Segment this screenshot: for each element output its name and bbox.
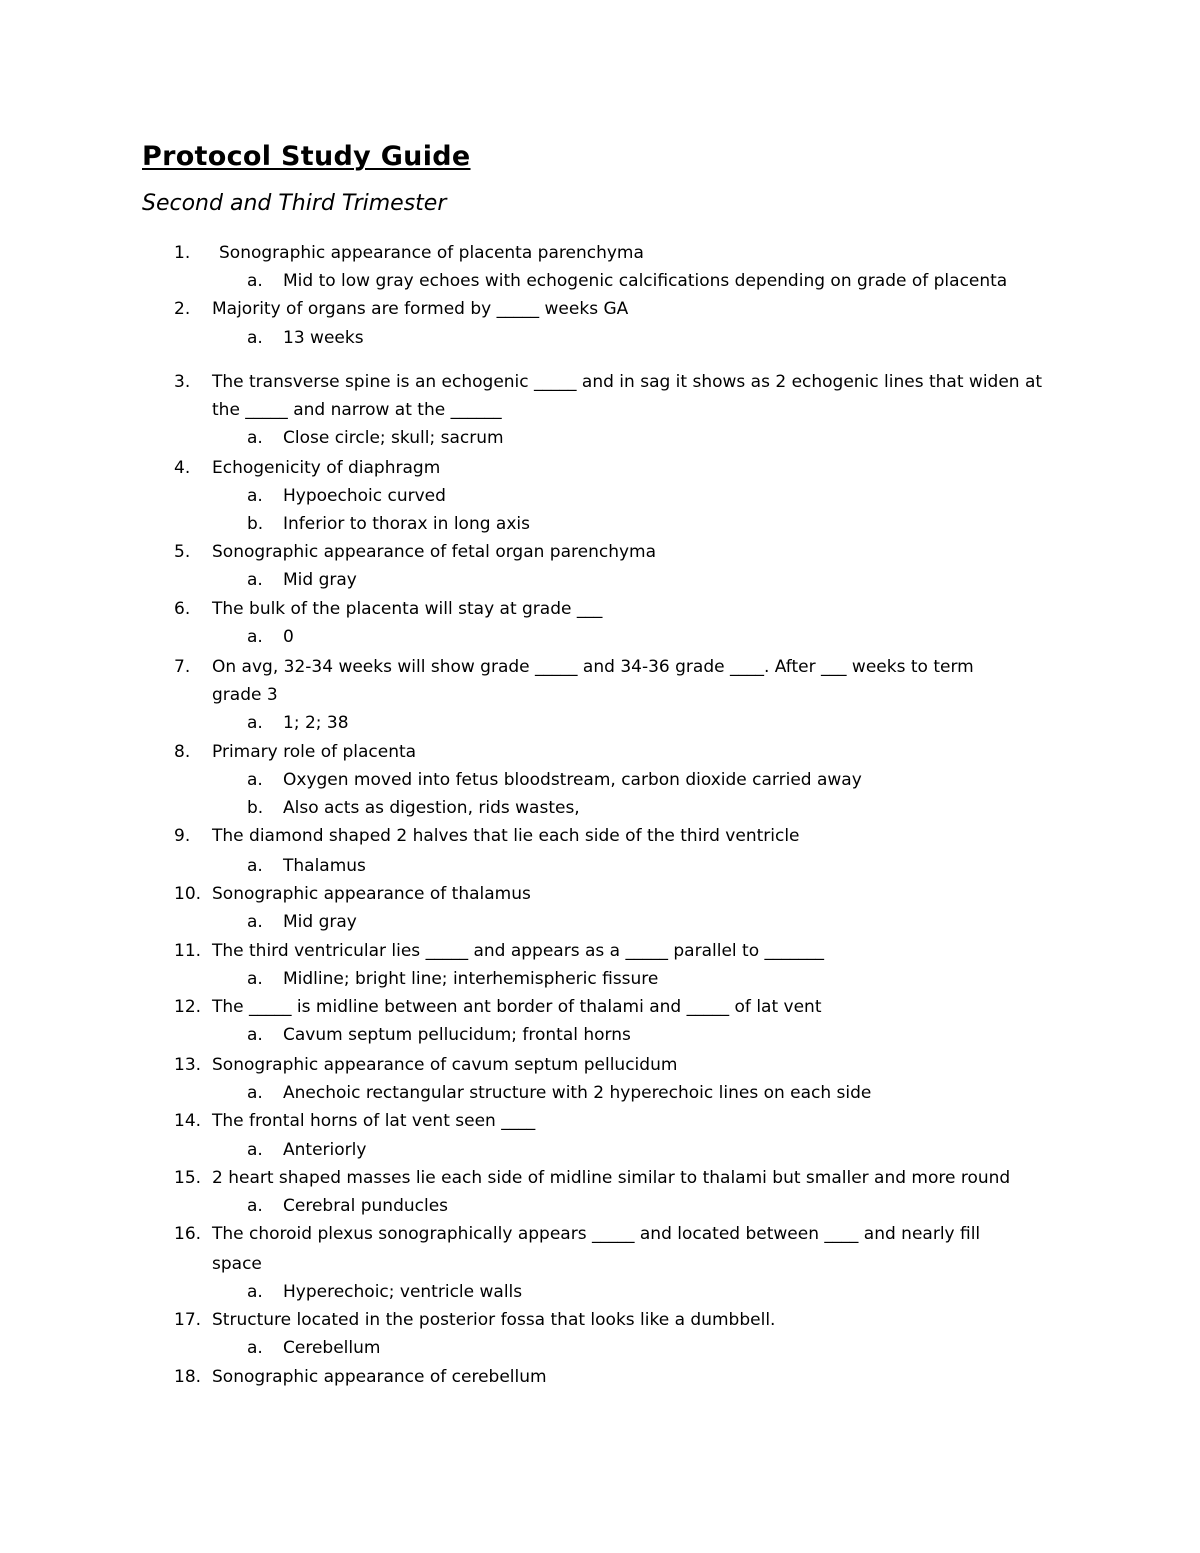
answer-text: Mid gray <box>283 570 357 590</box>
question-number: 5. <box>174 542 191 562</box>
question-number: 7. <box>174 657 191 677</box>
question-text: space <box>212 1254 262 1274</box>
answer-label: a. <box>247 428 263 448</box>
question-text: 2 heart shaped masses lie each side of midline similar to thalami but smaller and more round <box>212 1168 1011 1188</box>
answer-label: b. <box>247 798 264 818</box>
question-number: 8. <box>174 742 191 762</box>
question-number: 2. <box>174 299 191 319</box>
question-number: 13. <box>174 1055 202 1075</box>
answer-label: a. <box>247 1282 263 1302</box>
answer-text: Anechoic rectangular structure with 2 hyperechoic lines on each side <box>283 1083 872 1103</box>
page-title: Protocol Study Guide <box>142 141 471 172</box>
answer-label: a. <box>247 627 263 647</box>
question-number: 10. <box>174 884 202 904</box>
question-number: 16. <box>174 1224 202 1244</box>
question-text: The frontal horns of lat vent seen ____ <box>212 1111 536 1131</box>
question-number: 18. <box>174 1367 202 1387</box>
question-text: Sonographic appearance of thalamus <box>212 884 531 904</box>
answer-label: a. <box>247 486 263 506</box>
question-text: The choroid plexus sonographically appears _____ and located between ____ and nearly fill <box>212 1224 981 1244</box>
answer-label: a. <box>247 1025 263 1045</box>
question-number: 14. <box>174 1111 202 1131</box>
question-number: 3. <box>174 372 191 392</box>
answer-text: Hyperechoic; ventricle walls <box>283 1282 523 1302</box>
answer-text: 13 weeks <box>283 328 364 348</box>
question-text: Echogenicity of diaphragm <box>212 458 441 478</box>
answer-text: 1; 2; 38 <box>283 713 349 733</box>
question-text: The _____ is midline between ant border of thalami and _____ of lat vent <box>212 997 822 1017</box>
answer-label: a. <box>247 328 263 348</box>
question-text: The transverse spine is an echogenic _____ and in sag it shows as 2 echogenic lines that widen at <box>212 372 1043 392</box>
question-text: Structure located in the posterior fossa that looks like a dumbbell. <box>212 1310 776 1330</box>
answer-text: Hypoechoic curved <box>283 486 446 506</box>
question-text: The third ventricular lies _____ and appears as a _____ parallel to _______ <box>212 941 824 961</box>
answer-label: a. <box>247 570 263 590</box>
answer-text: Midline; bright line; interhemispheric fissure <box>283 969 659 989</box>
answer-text: 0 <box>283 627 294 647</box>
question-text: Majority of organs are formed by _____ weeks GA <box>212 299 629 319</box>
page-subtitle: Second and Third Trimester <box>142 191 447 216</box>
question-number: 12. <box>174 997 202 1017</box>
answer-label: a. <box>247 1083 263 1103</box>
question-number: 4. <box>174 458 191 478</box>
answer-text: Cerebellum <box>283 1338 381 1358</box>
question-number: 9. <box>174 826 191 846</box>
answer-text: Anteriorly <box>283 1140 367 1160</box>
question-text: the _____ and narrow at the ______ <box>212 400 502 420</box>
question-text: Sonographic appearance of cavum septum pellucidum <box>212 1055 678 1075</box>
answer-label: b. <box>247 514 264 534</box>
question-text: Sonographic appearance of placenta parenchyma <box>219 243 644 263</box>
question-text: The diamond shaped 2 halves that lie each side of the third ventricle <box>212 826 800 846</box>
question-text: grade 3 <box>212 685 278 705</box>
question-number: 17. <box>174 1310 202 1330</box>
question-text: Primary role of placenta <box>212 742 417 762</box>
question-text: The bulk of the placenta will stay at grade ___ <box>212 599 603 619</box>
answer-text: Inferior to thorax in long axis <box>283 514 530 534</box>
answer-label: a. <box>247 770 263 790</box>
answer-text: Oxygen moved into fetus bloodstream, carbon dioxide carried away <box>283 770 862 790</box>
answer-label: a. <box>247 912 263 932</box>
answer-text: Also acts as digestion, rids wastes, <box>283 798 580 818</box>
question-number: 6. <box>174 599 191 619</box>
answer-text: Mid gray <box>283 912 357 932</box>
question-text: Sonographic appearance of cerebellum <box>212 1367 547 1387</box>
answer-text: Close circle; skull; sacrum <box>283 428 504 448</box>
answer-label: a. <box>247 1140 263 1160</box>
answer-text: Cerebral punducles <box>283 1196 449 1216</box>
question-number: 11. <box>174 941 202 961</box>
question-text: On avg, 32-34 weeks will show grade _____ and 34-36 grade ____. After ___ weeks to term <box>212 657 974 677</box>
answer-label: a. <box>247 969 263 989</box>
answer-label: a. <box>247 1196 263 1216</box>
answer-text: Mid to low gray echoes with echogenic calcifications depending on grade of placenta <box>283 271 1008 291</box>
answer-label: a. <box>247 856 263 876</box>
answer-text: Cavum septum pellucidum; frontal horns <box>283 1025 631 1045</box>
question-text: Sonographic appearance of fetal organ parenchyma <box>212 542 657 562</box>
answer-text: Thalamus <box>283 856 366 876</box>
answer-label: a. <box>247 271 263 291</box>
answer-label: a. <box>247 1338 263 1358</box>
answer-label: a. <box>247 713 263 733</box>
question-number: 15. <box>174 1168 202 1188</box>
question-number: 1. <box>174 243 191 263</box>
